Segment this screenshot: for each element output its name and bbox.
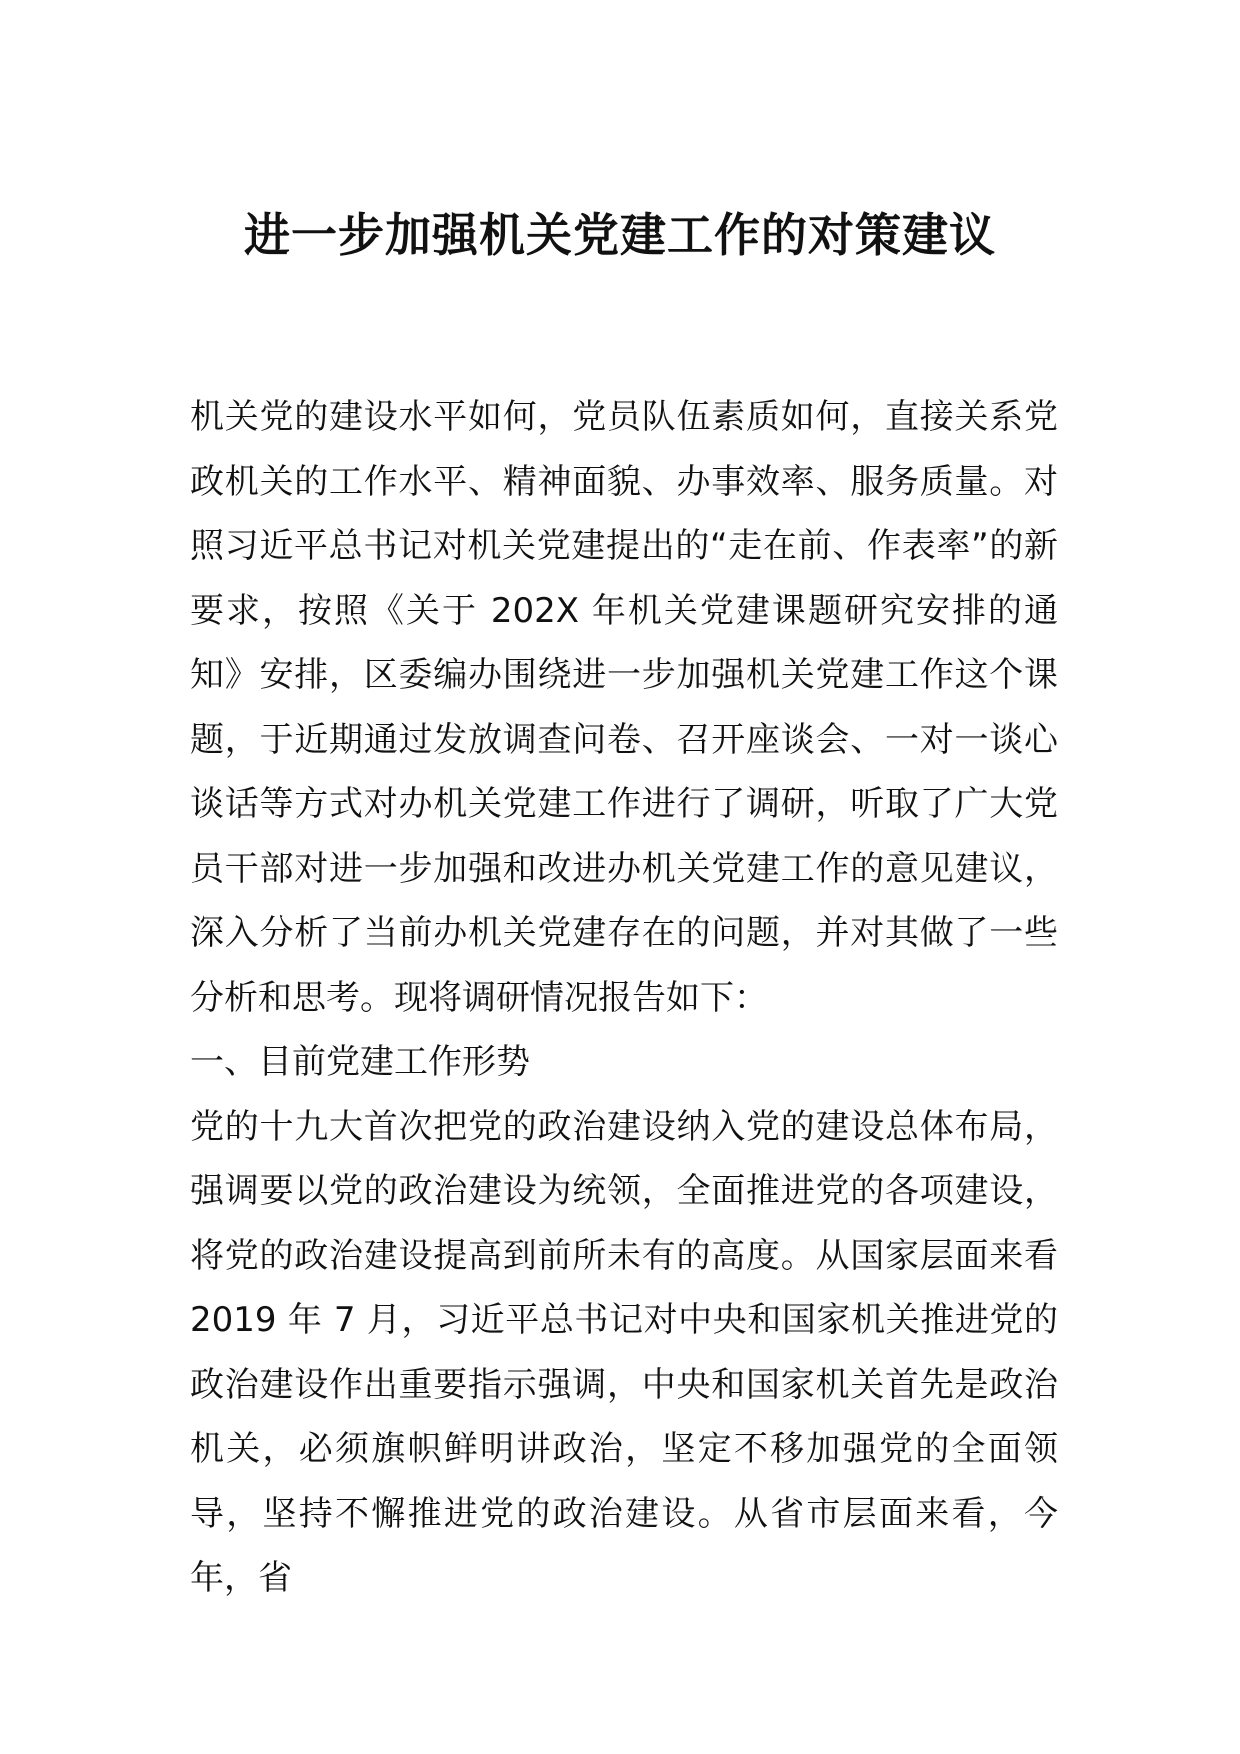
document-body [190,385,1058,1611]
section-heading: 一、目前党建工作形势 [190,1042,530,1082]
document-title: 进一步加强机关党建工作的对策建议 [244,208,996,262]
intro-paragraph: 机关党的建设水平如何，党员队伍素质如何，直接关系党政机关的工作水平、精神面貌、办事效率、服务质量。对照习近平总书记对机关党建提出的“走在前、作表率”的新要求，按照《关于 202X 年机关党建课题研究安排的通知》安排，区委编办围绕进一步加强机关党建工作这个课题，于近期通过发放调查问卷、召开座谈会、一对一谈心谈话等方式对办机关党建工作进行了调研，听取了广大党员干部对进一步加强和改进办机关党建工作的意见建议，深入分析了当前办机关党建存在的问题，并对其做了一些分析和思考。现将调研情况报告如下： [190,397,1058,1018]
body-paragraph: 党的十九大首次把党的政治建设纳入党的建设总体布局，强调要以党的政治建设为统领，全面推进党的各项建设，将党的政治建设提高到前所未有的高度。从国家层面来看 2019 年 7 月，习近平总书记对中央和国家机关推进党的政治建设作出重要指示强调，中央和国家机关首先是政治机关，必须旗帜鲜明讲政治，坚定不移加强党的全面领导，坚持不懈推进党的政治建设。从省市层面来看，今年，省 [190,1106,1058,1598]
